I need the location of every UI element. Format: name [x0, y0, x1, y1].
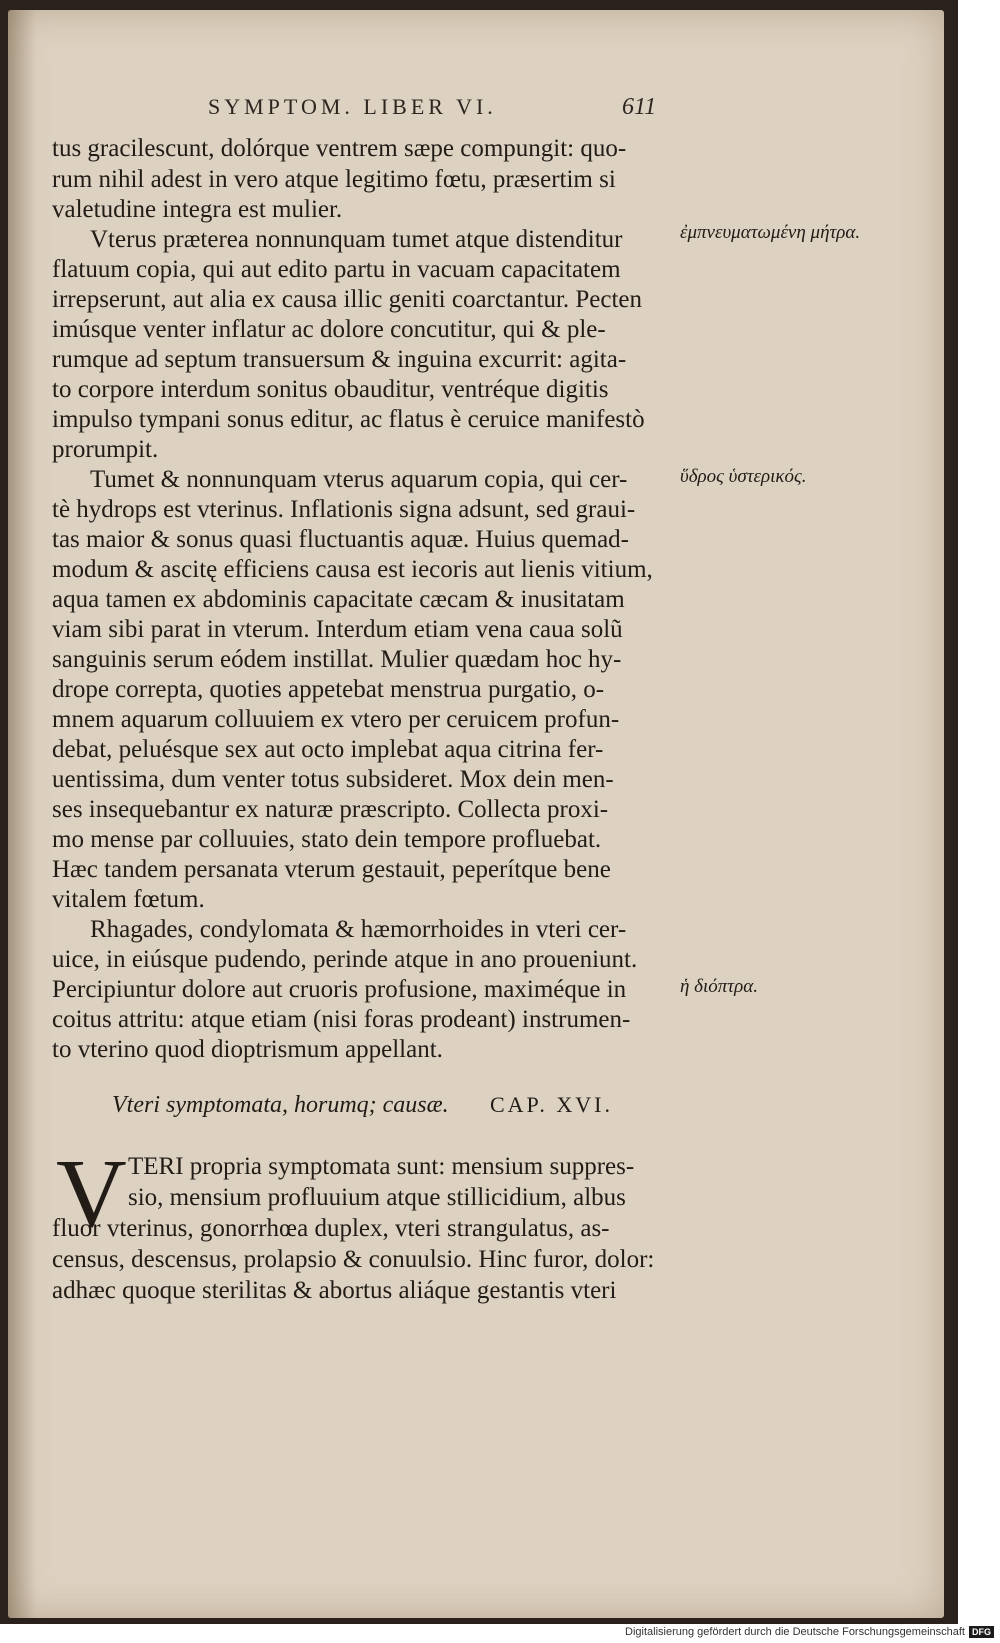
text-line: uice, in eiúsque pudendo, perinde atque in ano proueniunt. [52, 946, 638, 973]
margin-note: ἐμπνευματωμένη μήτρα. [680, 222, 861, 243]
text-line: viam sibi parat in vterum. Interdum etiam vena caua solũ [52, 616, 623, 643]
chapter-text-line: census, descensus, prolapsio & conuulsio. Hinc furor, dolor: [52, 1246, 655, 1273]
page-gutter [8, 10, 36, 1618]
credit-text: Digitalisierung gefördert durch die Deutsche Forschungsgemeinschaft [625, 1626, 965, 1638]
text-line: imúsque venter inflatur ac dolore concutitur, qui & ple- [52, 316, 606, 343]
chapter-number: CAP. XVI. [490, 1092, 613, 1117]
text-line: sanguinis serum eódem instillat. Mulier quædam hoc hy- [52, 646, 622, 673]
text-line: vitalem fœtum. [52, 886, 205, 913]
text-line: rum nihil adest in vero atque legitimo fœtu, præsertim si [52, 166, 616, 193]
dfg-logo: DFG [969, 1626, 994, 1638]
text-line: aqua tamen ex abdominis capacitate cæcam & inusitatam [52, 586, 625, 613]
text-line: mnem aquarum colluuiem ex vtero per ceruicem profun- [52, 706, 620, 733]
chapter-text-line: adhæc quoque sterilitas & abortus aliáque gestantis vteri [52, 1277, 617, 1304]
text-line: tas maior & sonus quasi fluctuantis aquæ. Huius quemad- [52, 526, 630, 553]
text-line: uentissima, dum venter totus subsideret. Mox dein men- [52, 766, 614, 793]
text-line: Rhagades, condylomata & hæmorrhoides in vteri cer- [90, 916, 627, 943]
chapter-text-line: TERI propria symptomata sunt: mensium suppres- [128, 1153, 635, 1180]
text-line: debat, peluésque sex aut octo implebat aqua citrina fer- [52, 736, 604, 763]
margin-note: ὕδρος ὑστερικός. [680, 466, 807, 487]
running-head: SYMPTOM. LIBER VI. [208, 94, 497, 119]
text-line: coitus attritu: atque etiam (nisi foras prodeant) instrumen- [52, 1006, 631, 1033]
text-line: modum & ascitę efficiens causa est iecoris aut lienis vitium, [52, 556, 653, 583]
text-line: tè hydrops est vterinus. Inflationis signa adsunt, sed graui- [52, 496, 636, 523]
chapter-text-line: sio, mensium profluuium atque stillicidium, albus [128, 1184, 626, 1211]
book-page [8, 10, 944, 1618]
text-line: ses insequebantur ex naturæ præscripto. Collecta proxi- [52, 796, 609, 823]
text-line: Hæc tandem persanata vterum gestauit, peperítque bene [52, 856, 611, 883]
text-line: mo mense par colluuies, stato dein tempore profluebat. [52, 826, 602, 853]
chapter-title: Vteri symptomata, horumq; causæ. [112, 1092, 449, 1118]
text-line: rumque ad septum transuersum & inguina excurrit: agita- [52, 346, 627, 373]
text-line: impulso tympani sonus editur, ac flatus è ceruice manifestò [52, 406, 645, 433]
text-line: valetudine integra est mulier. [52, 196, 343, 223]
text-line: drope correpta, quoties appetebat menstrua purgatio, o- [52, 676, 605, 703]
text-line: Tumet & nonnunquam vterus aquarum copia, qui cer- [90, 466, 628, 493]
drop-cap-initial: V [56, 1140, 127, 1248]
text-line: tus gracilescunt, dolórque ventrem sæpe compungit: quo- [52, 135, 627, 162]
text-line: to vterino quod dioptrismum appellant. [52, 1036, 443, 1063]
digitization-credit [625, 1626, 994, 1638]
chapter-text-line: fluor vterinus, gonorrhœa duplex, vteri strangulatus, as- [52, 1215, 610, 1242]
text-line: prorumpit. [52, 436, 159, 463]
text-line: Vterus præterea nonnunquam tumet atque distenditur [90, 226, 623, 253]
text-line: Percipiuntur dolore aut cruoris profusione, maximéque in [52, 976, 627, 1003]
margin-note: ἡ διόπτρα. [680, 976, 758, 997]
text-line: flatuum copia, qui aut edito partu in vacuam capacitatem [52, 256, 621, 283]
text-line: to corpore interdum sonitus obauditur, ventréque digitis [52, 376, 609, 403]
page-number: 611 [622, 94, 657, 120]
text-line: irrepserunt, aut alia ex causa illic geniti coarctantur. Pecten [52, 286, 643, 313]
